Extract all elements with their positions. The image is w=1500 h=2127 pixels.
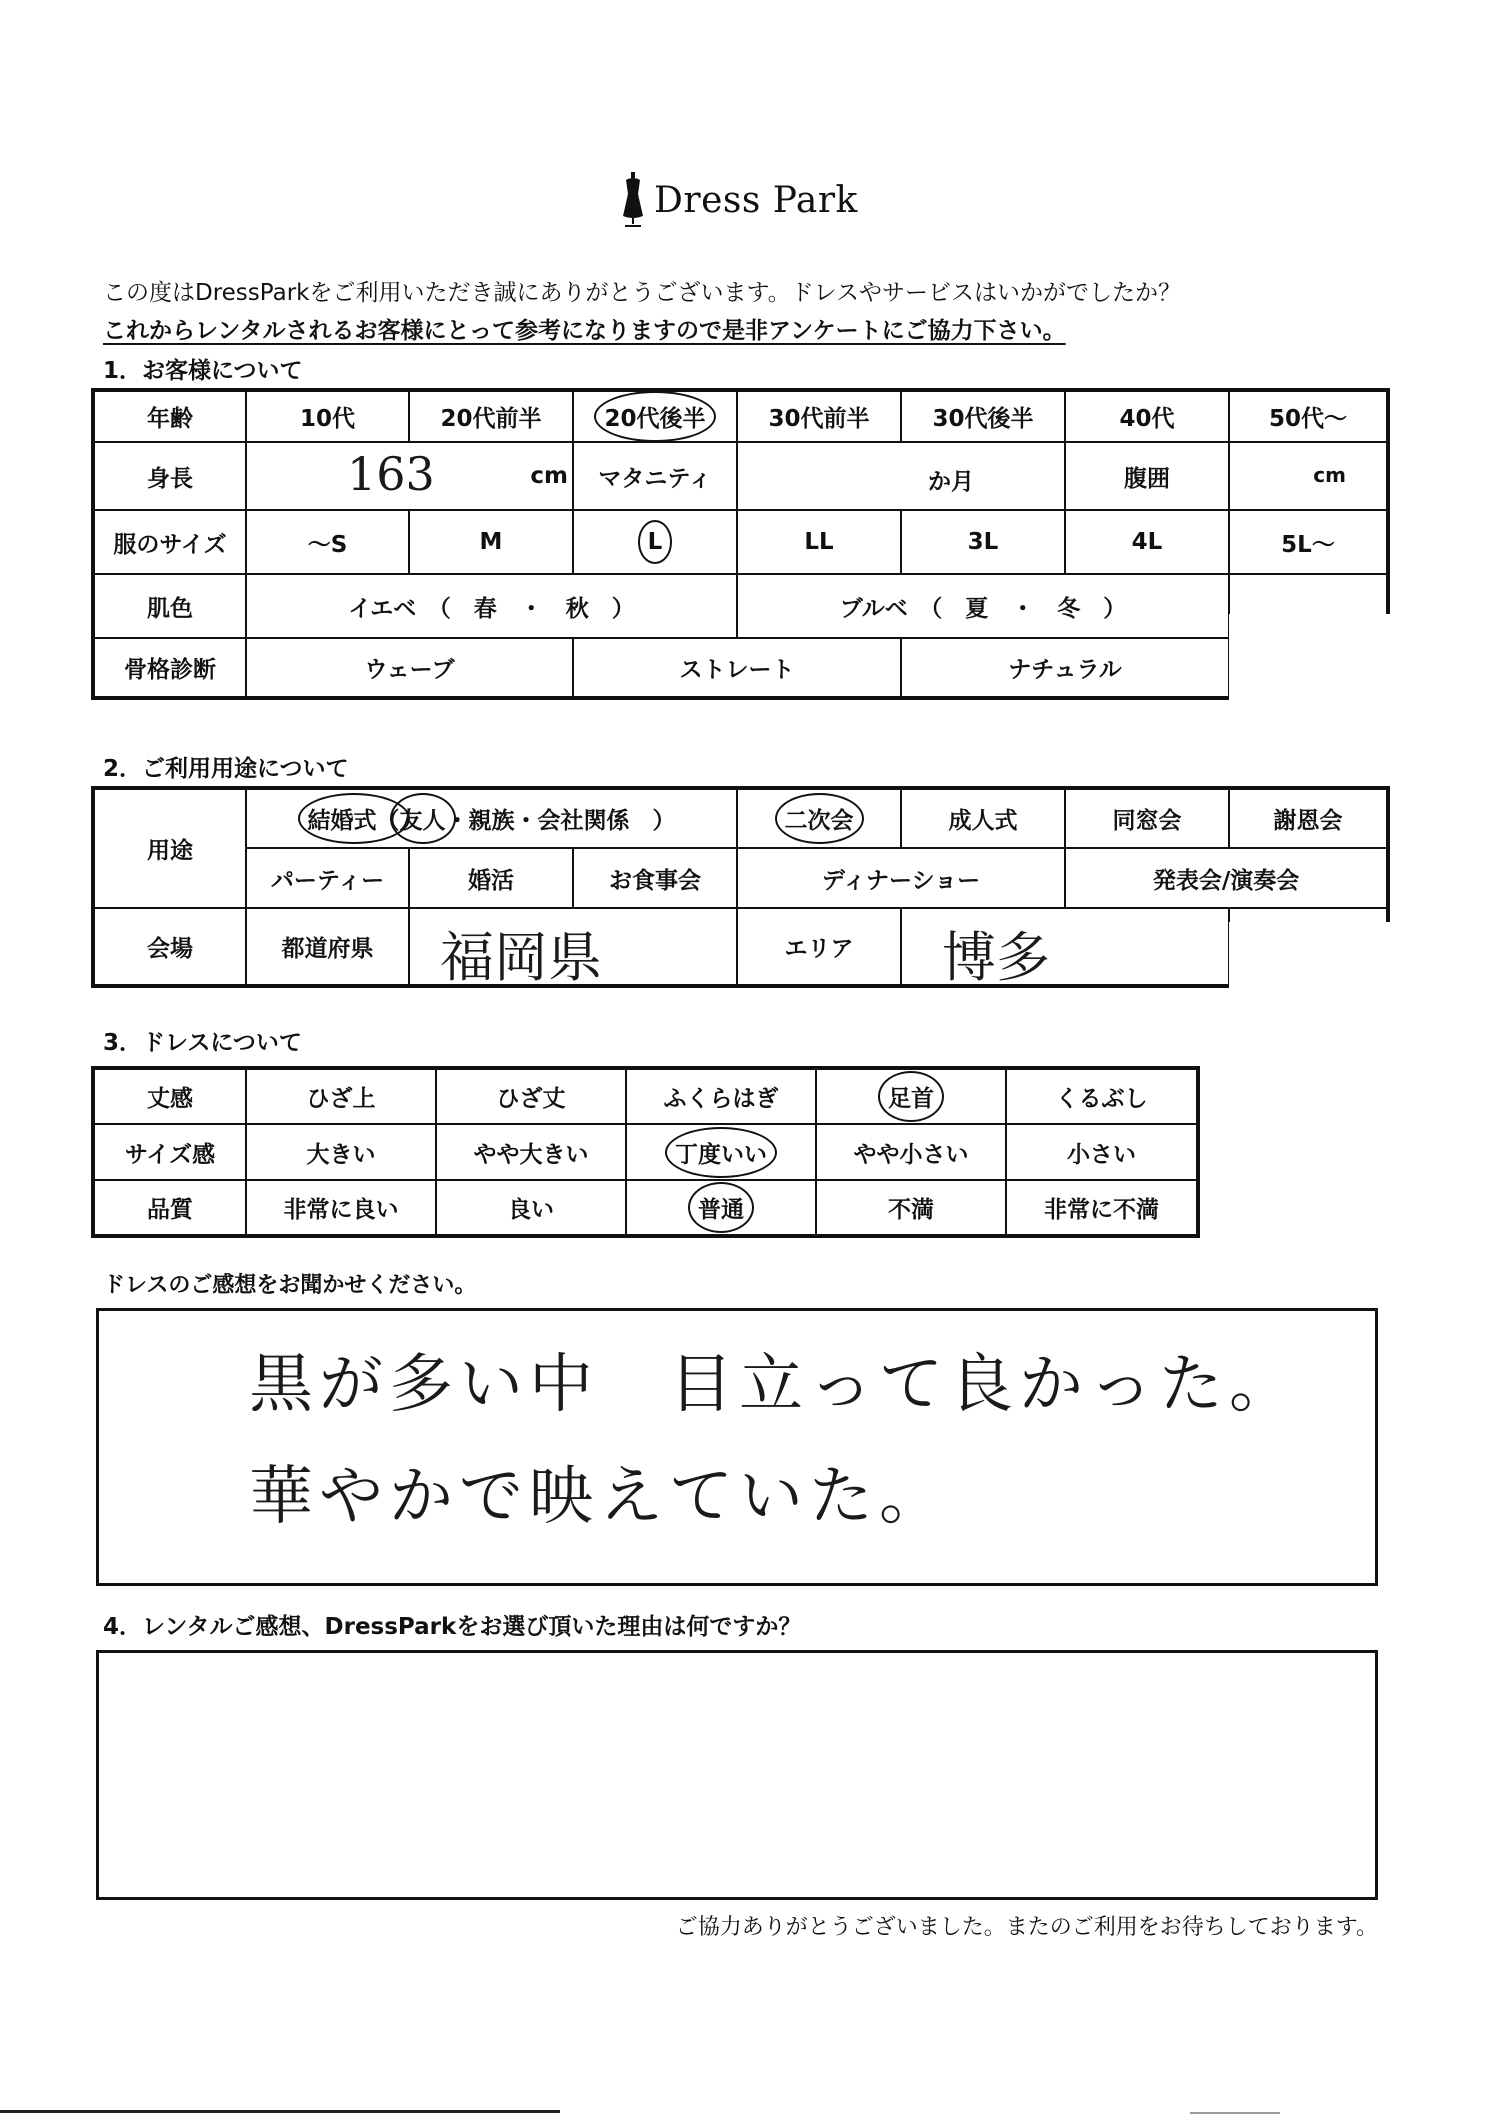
- wedding-option[interactable]: [246, 788, 737, 848]
- intro-line-2: これからレンタルされるお客様にとって参考になりますので是非アンケートにご協力下さい。: [103, 318, 1066, 344]
- age-label: 年齢: [93, 390, 246, 442]
- size-option[interactable]: 3L: [901, 510, 1065, 574]
- age-option-selected[interactable]: [573, 390, 737, 442]
- size-row: [93, 510, 1388, 574]
- section2-title: 2．ご利用用途について: [103, 756, 349, 782]
- purpose-label: 用途: [93, 788, 246, 908]
- area-label: エリア: [737, 908, 901, 986]
- customer-info-table: [91, 388, 1390, 700]
- purpose-option[interactable]: ディナーショー: [737, 848, 1065, 908]
- age-option[interactable]: 40代: [1065, 390, 1229, 442]
- size-option[interactable]: 4L: [1065, 510, 1229, 574]
- height-unit: cm: [530, 463, 568, 489]
- length-option[interactable]: ふくらはぎ: [626, 1068, 816, 1124]
- prefecture-field[interactable]: [409, 908, 737, 986]
- yellow-base-option[interactable]: イエベ （ 春 ・ 秋 ）: [246, 574, 737, 638]
- quality-label: 品質: [93, 1180, 246, 1236]
- size-label: 服のサイズ: [93, 510, 246, 574]
- age-option[interactable]: 10代: [246, 390, 409, 442]
- size-option[interactable]: LL: [737, 510, 901, 574]
- length-option[interactable]: ひざ丈: [436, 1068, 626, 1124]
- prefecture-label: 都道府県: [246, 908, 409, 986]
- selected-circle-friend: 友人: [400, 802, 446, 835]
- length-label: 丈感: [93, 1068, 246, 1124]
- purpose-row-2: [93, 848, 1388, 908]
- fit-row: [93, 1124, 1198, 1180]
- age-option[interactable]: 30代後半: [901, 390, 1065, 442]
- selected-circle: 二次会: [785, 802, 854, 835]
- length-row: [93, 1068, 1198, 1124]
- impression-title: ドレスのご感想をお聞かせください。: [103, 1273, 477, 1298]
- selected-circle: 足首: [888, 1080, 934, 1113]
- section1-title: 1．お客様について: [103, 358, 303, 384]
- length-option[interactable]: くるぶし: [1006, 1068, 1198, 1124]
- quality-row: [93, 1180, 1198, 1236]
- purpose-option[interactable]: 成人式: [901, 788, 1065, 848]
- purpose-option[interactable]: 発表会/演奏会: [1065, 848, 1388, 908]
- frame-option[interactable]: ナチュラル: [901, 638, 1229, 698]
- table-gap: [1229, 922, 1391, 1004]
- age-row: [93, 390, 1388, 442]
- maternity-months-field[interactable]: [737, 442, 1065, 510]
- quality-option[interactable]: 良い: [436, 1180, 626, 1236]
- frame-option[interactable]: ストレート: [573, 638, 901, 698]
- purpose-option[interactable]: お食事会: [573, 848, 737, 908]
- skin-label: 肌色: [93, 574, 246, 638]
- purpose-option[interactable]: パーティー: [246, 848, 409, 908]
- wedding-rest: ・親族・会社関係 ）: [445, 808, 676, 834]
- selected-circle: 結婚式（: [308, 802, 400, 835]
- size-option[interactable]: M: [409, 510, 573, 574]
- quality-option-selected[interactable]: [626, 1180, 816, 1236]
- size-option-selected[interactable]: [573, 510, 737, 574]
- size-option[interactable]: ～S: [246, 510, 409, 574]
- fit-label: サイズ感: [93, 1124, 246, 1180]
- quality-option[interactable]: 非常に不満: [1006, 1180, 1198, 1236]
- impression-line-1: 黒が多い中 目立って良かった。: [249, 1348, 1299, 1422]
- section4-title: 4．レンタルご感想、DressParkをお選び頂いた理由は何ですか？: [103, 1614, 802, 1640]
- fit-option[interactable]: やや小さい: [816, 1124, 1006, 1180]
- height-field[interactable]: [246, 442, 573, 510]
- fit-option[interactable]: 大きい: [246, 1124, 436, 1180]
- footer-thanks: ご協力ありがとうございました。またのご利用をお待ちしております。: [675, 1915, 1378, 1940]
- selected-circle: 丁度いい: [675, 1136, 767, 1169]
- dress-form-icon: [620, 172, 646, 228]
- dresspark-logo: [620, 172, 858, 228]
- height-row: [93, 442, 1388, 510]
- waist-field[interactable]: [1229, 442, 1388, 510]
- age-option[interactable]: 30代前半: [737, 390, 901, 442]
- purpose-option-selected[interactable]: [737, 788, 901, 848]
- quality-option[interactable]: 非常に良い: [246, 1180, 436, 1236]
- height-value: 163: [347, 447, 435, 501]
- impression-line-2: 華やかで映えていた。: [249, 1460, 949, 1534]
- area-field[interactable]: [901, 908, 1229, 986]
- fit-option-selected[interactable]: [626, 1124, 816, 1180]
- venue-row: [93, 908, 1388, 986]
- intro-line-1: この度はDressParkをご利用いただき誠にありがとうございます。ドレスやサービスはいかがでしたか？: [103, 280, 1181, 306]
- table-gap: [1229, 614, 1391, 718]
- selected-circle: L: [647, 529, 663, 555]
- impression-answer-box[interactable]: [96, 1308, 1378, 1586]
- months-unit: か月: [928, 469, 974, 495]
- size-option[interactable]: 5L～: [1229, 510, 1388, 574]
- purpose-option[interactable]: 婚活: [409, 848, 573, 908]
- skin-row: [93, 574, 1388, 638]
- blue-base-option[interactable]: ブルベ （ 夏 ・ 冬 ）: [737, 574, 1229, 638]
- reason-answer-box[interactable]: [96, 1650, 1378, 1900]
- frame-option[interactable]: ウェーブ: [246, 638, 573, 698]
- frame-label: 骨格診断: [93, 638, 246, 698]
- purpose-option[interactable]: 同窓会: [1065, 788, 1229, 848]
- logo-text: Dress Park: [654, 179, 858, 221]
- dress-table: [91, 1066, 1200, 1238]
- quality-option[interactable]: 不満: [816, 1180, 1006, 1236]
- usage-table: [91, 786, 1390, 988]
- scan-edge-line: [1190, 2112, 1280, 2114]
- age-option[interactable]: 50代～: [1229, 390, 1388, 442]
- frame-row: [93, 638, 1388, 698]
- prefecture-value: 福岡県: [440, 926, 602, 986]
- area-value: 博多: [942, 926, 1051, 986]
- purpose-row-1: [93, 788, 1388, 848]
- length-option-selected[interactable]: [816, 1068, 1006, 1124]
- fit-option[interactable]: やや大きい: [436, 1124, 626, 1180]
- age-option[interactable]: 20代前半: [409, 390, 573, 442]
- venue-label: 会場: [93, 908, 246, 986]
- selected-circle: 普通: [698, 1191, 744, 1224]
- scan-edge-line: [0, 2110, 560, 2113]
- purpose-option[interactable]: 謝恩会: [1229, 788, 1388, 848]
- selected-circle: 20代後半: [604, 400, 705, 433]
- waist-unit: cm: [1313, 463, 1346, 487]
- section3-title: 3．ドレスについて: [103, 1030, 302, 1056]
- maternity-label: マタニティ: [573, 442, 737, 510]
- length-option[interactable]: ひざ上: [246, 1068, 436, 1124]
- waist-label: 腹囲: [1065, 442, 1229, 510]
- height-label: 身長: [93, 442, 246, 510]
- fit-option[interactable]: 小さい: [1006, 1124, 1198, 1180]
